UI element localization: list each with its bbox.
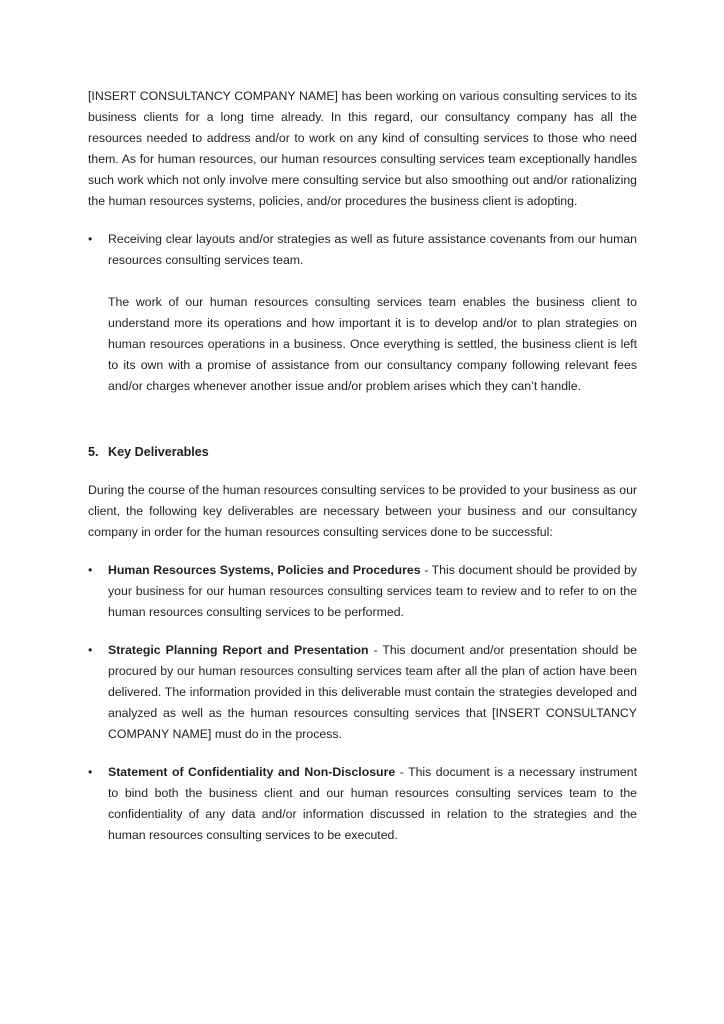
- spacer: [88, 623, 637, 640]
- bullet-icon: •: [88, 643, 93, 657]
- intro-paragraph: [INSERT CONSULTANCY COMPANY NAME] has been working on various consulting services to its business clients for a long time already. In this regard, our consultancy company has all the resources needed to address and/or to work on any kind of consulting services to those who need them. As for human resources, our human resources consulting services team exceptionally handles such work which not only involve mere consulting service but also smoothing out and/or rationalizing the human resources systems, policies, and/or procedures the business client is adopting.: [88, 89, 637, 208]
- work-paragraph: The work of our human resources consulting services team enables the business client to understand more its operations and how important it is to develop and/or to plan strategies on human resources operations in a business. Once everything is settled, the business client is left to its own with a promise of assistance from our consultancy company following relevant fees and/or charges whenever another issue and/or problem arises which they can’t handle.: [108, 295, 637, 393]
- deliverable-title: Statement of Confidentiality and Non-Disclosure: [108, 765, 396, 779]
- spacer: [88, 463, 637, 480]
- list-item-receiving: [88, 229, 637, 271]
- section-heading: [88, 442, 637, 463]
- deliverable-body: - This document should be provided by your business for our human resources consulting services team to review and to refer to on the human resources consulting services to be performed.: [108, 563, 637, 619]
- section-intro-paragraph: During the course of the human resources consulting services to be provided to your business as our client, the following key deliverables are necessary between your business and our consultancy company in order for the human resources consulting services done to be successful:: [88, 483, 637, 539]
- spacer: [88, 745, 637, 762]
- bullet-icon: •: [88, 765, 93, 779]
- deliverable-text: [108, 640, 637, 745]
- deliverable-item-3: [88, 762, 637, 846]
- spacer: [88, 212, 637, 229]
- deliverable-item-2: [88, 640, 637, 745]
- deliverable-text: [108, 560, 637, 623]
- list-item-text: Receiving clear layouts and/or strategies as well as future assistance covenants from our human resources consulting services team.: [108, 232, 637, 267]
- spacer: [88, 397, 637, 442]
- section-number: 5.: [88, 445, 99, 459]
- deliverable-body: - This document is a necessary instrument to bind both the business client and our human resources consulting services team to the confidentiality of any data and/or information discussed in relation to the strategies and the human resources consulting services to be executed.: [108, 765, 637, 842]
- spacer: [88, 271, 637, 292]
- bullet-icon: •: [88, 232, 93, 246]
- deliverable-text: [108, 762, 637, 846]
- section-title: Key Deliverables: [108, 445, 209, 459]
- deliverable-title: Strategic Planning Report and Presentation: [108, 643, 369, 657]
- deliverable-item-1: [88, 560, 637, 623]
- deliverable-body: - This document and/or presentation should be procured by our human resources consulting services team after all the plan of action have been delivered. The information provided in this deliverable must contain the strategies developed and analyzed as well as the human resources consulting services that [INSERT CONSULTANCY COMPANY NAME] must do in the process.: [108, 643, 637, 741]
- deliverable-title: Human Resources Systems, Policies and Procedures: [108, 563, 421, 577]
- spacer: [88, 543, 637, 560]
- bullet-icon: •: [88, 563, 93, 577]
